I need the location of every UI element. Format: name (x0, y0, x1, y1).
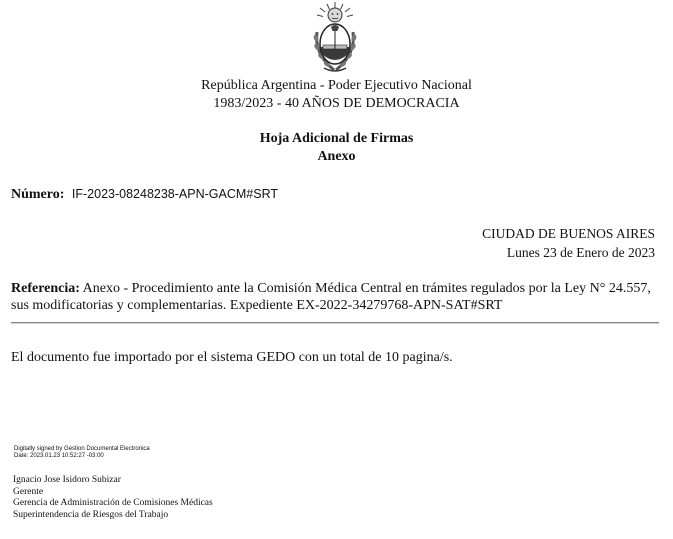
reference (11, 280, 659, 314)
signer-block (13, 475, 213, 521)
issuer-line: República Argentina - Poder Ejecutivo Nacional (201, 78, 472, 93)
digital-signature-line: Digitally signed by Gestion Documental Electronica (14, 446, 150, 452)
signer-organization: Superintendencia de Riesgos del Trabajo (13, 509, 169, 520)
body-text: El documento fue importado por el sistema GEDO con un total de 10 pagina/s. (11, 350, 453, 365)
city: CIUDAD DE BUENOS AIRES (482, 226, 655, 241)
divider (11, 322, 659, 324)
signer-name: Ignacio Jose Isidoro Subizar (13, 475, 121, 485)
date: Lunes 23 de Enero de 2023 (506, 245, 655, 260)
reference-text: Anexo - Procedimiento ante la Comisión Médica Central en trámites regulados por la Ley N° 24.557, sus modificatorias y complementarias. Expediente EX-2022-34279768-APN-SAT#SRT (11, 281, 651, 313)
reference-label: Referencia: (11, 281, 80, 296)
digital-signature-stamp (14, 446, 150, 460)
signer-role: Gerente (13, 486, 44, 497)
document-number-value: IF-2023-08248238-APN-GACM#SRT (71, 187, 279, 201)
document-subtitle: Anexo (317, 149, 356, 164)
argentina-coat-of-arms-icon (310, 2, 360, 74)
commemoration-line: 1983/2023 - 40 AÑOS DE DEMOCRACIA (213, 96, 460, 111)
signer-department: Gerencia de Administración de Comisiones Médicas (13, 498, 213, 508)
document-number-label: Número: (11, 187, 65, 202)
document-number (11, 186, 278, 203)
digital-signature-date: Date: 2023.01.23 10:52:27 -03:00 (14, 453, 104, 459)
document-title: Hoja Adicional de Firmas (259, 131, 414, 146)
